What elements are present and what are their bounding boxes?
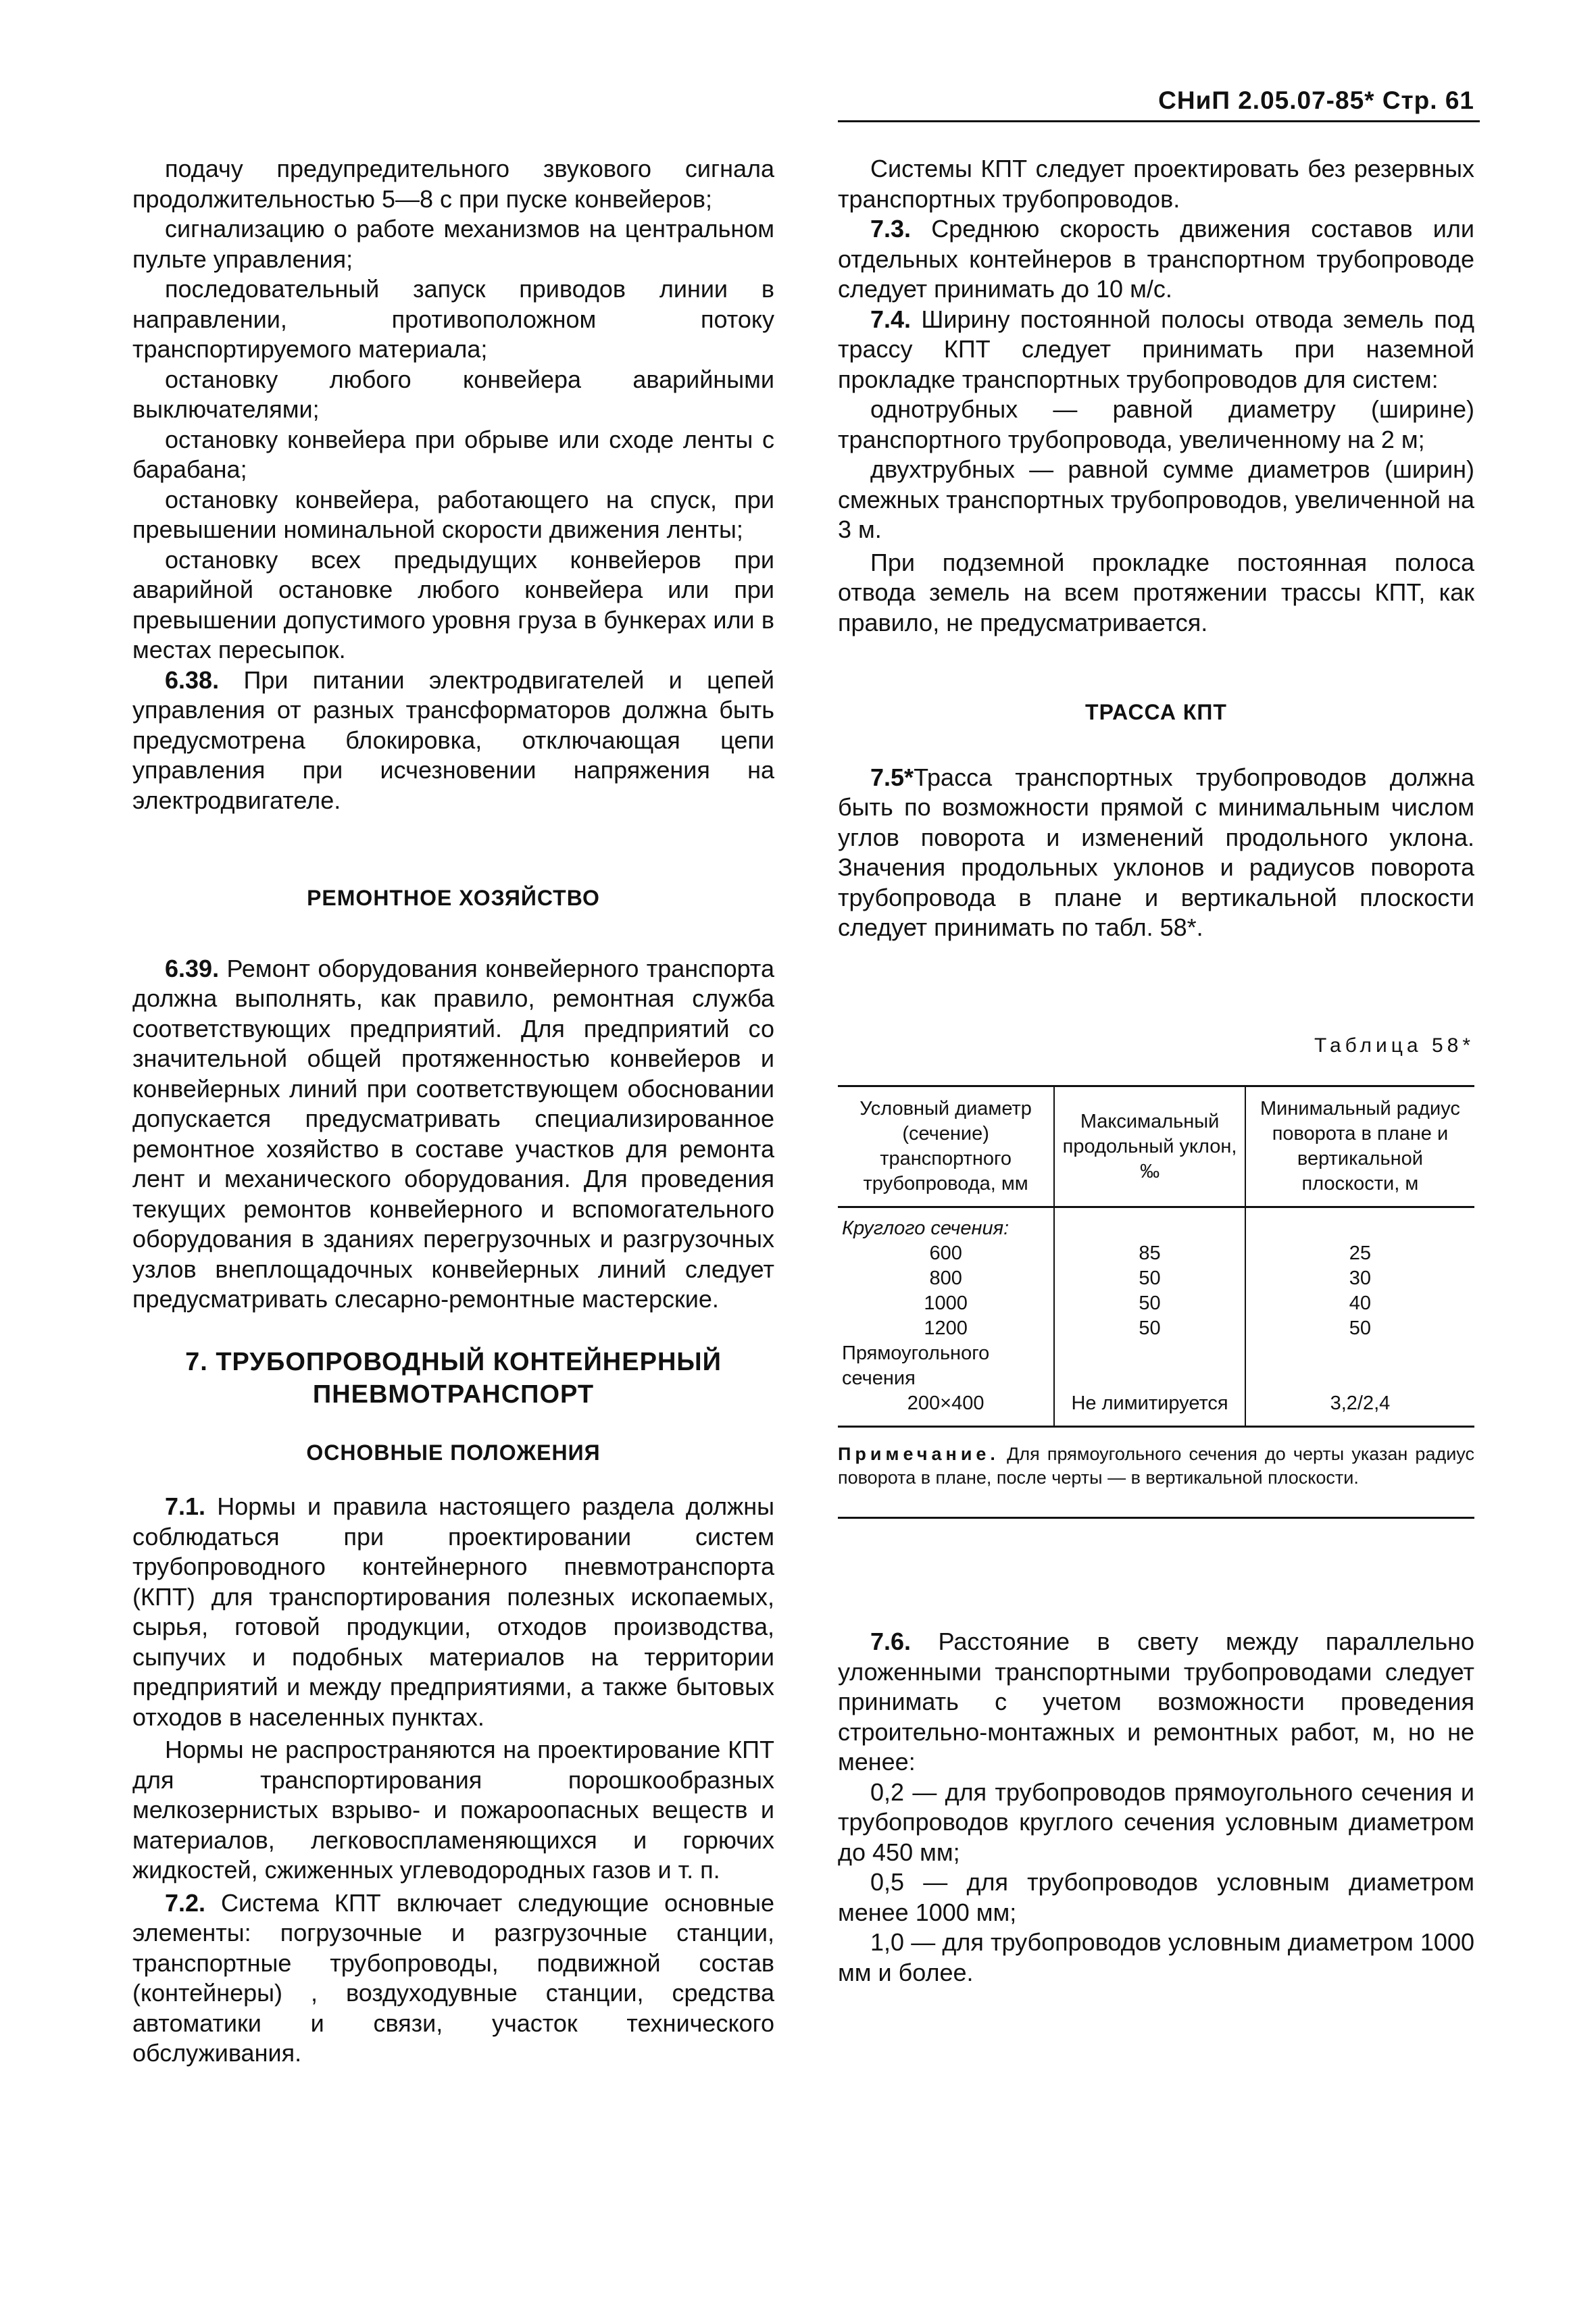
table-group-label: Круглого сечения: [842, 1217, 1009, 1239]
note-rule [838, 1517, 1474, 1519]
paragraph: последовательный запуск приводов линии в направлении, противоположном потоку транспортируемого материала; [132, 275, 774, 363]
clause-text: Ремонт оборудования конвейерного транспорта должна выполнять, как правило, ремонтная служба соответствующих предприятий. Для предприятий со значительной общей протяженностью конвейеров и конвейерных линий при соответствующем обосновании допускается предусматривать специализированное ремонтное хозяйство в составе участков для ремонта лент и механического оборудования. Для проведения текущих ремонтов конвейерного и вспомогательного оборудования в зданиях перегрузочных и разгрузочных узлов внеплощадочных конвейерных линий следует предусматривать слесарно-ремонтные мастерские. [132, 954, 774, 1313]
chapter-heading-line-2: ПНЕВМОТРАНСПОРТ [312, 1380, 595, 1409]
table-header-cell: Максимальный продольный уклон, ‰ [1054, 1086, 1245, 1207]
table-group-row [838, 1341, 1474, 1391]
table-cell: Не лимитируется [1054, 1391, 1245, 1427]
table-cell: 30 [1245, 1266, 1474, 1291]
table-header-cell: Условный диаметр (сечение) транспортного трубопровода, мм [838, 1086, 1054, 1207]
clause-text: Трасса транспортных трубопроводов должна быть по возможности прямой с минимальным числом углов поворота и изменений продольного уклона. Значения продольных уклонов и радиусов поворота трубопровода в плане и вертикальной плоскости следует принимать по табл. 58*. [838, 763, 1474, 941]
clause-text: При питании электродвигателей и цепей управления от разных трансформаторов должна быть предусмотрена блокировка, отключающая цепи управления при исчезновении напряжения на электродвигателе. [132, 665, 774, 814]
table-header-cell: Минимальный радиус поворота в плане и вертикальной плоскости, м [1245, 1086, 1474, 1207]
chapter-heading-line-1: 7. ТРУБОПРОВОДНЫЙ КОНТЕЙНЕРНЫЙ [185, 1347, 722, 1376]
paragraph: остановку конвейера, работающего на спуск, при превышении номинальной скорости движения ленты; [132, 485, 774, 543]
paragraph: Нормы не распространяются на проектирование КПТ для транспортирования порошкообразных мелкозернистых взрыво- и пожароопасных веществ и материалов, легковоспламеняющихся и горючих жидкостей, сжиженных углеводородных газов и т. п. [132, 1736, 774, 1884]
clause-7-3 [838, 214, 1474, 305]
clause-number: 7.4. [870, 305, 912, 333]
left-column [132, 154, 774, 2069]
paragraph: 1,0 — для трубопроводов условным диаметром 1000 мм и более. [838, 1928, 1474, 1986]
clause-number: 7.6. [870, 1628, 912, 1655]
table-caption: Таблица 58* [1314, 1034, 1474, 1057]
clause-6-38 [132, 665, 774, 816]
paragraph: двухтрубных — равной сумме диаметров (ширин) смежных транспортных трубопроводов, увеличенной на 3 м. [838, 455, 1474, 543]
paragraph: При подземной прокладке постоянная полоса отвода земель на всем протяжении трассы КПТ, как правило, не предусматривается. [838, 548, 1474, 636]
paragraph: подачу предупредительного звукового сигнала продолжительностью 5—8 с при пуске конвейеров; [132, 155, 774, 213]
table-cell: 85 [1054, 1241, 1245, 1266]
clause-text: Ширину постоянной полосы отвода земель под трассу КПТ следует принимать при наземной прокладке транспортных трубопроводов для систем: [838, 305, 1474, 393]
clause-number: 7.2. [165, 1888, 206, 1917]
paragraph: остановку всех предыдущих конвейеров при аварийной остановке любого конвейера или при превышении допустимого уровня груза в бункерах или в местах пересыпок. [132, 545, 774, 663]
table-note [838, 1442, 1474, 1490]
table-cell: 1000 [924, 1292, 968, 1314]
table-cell: 50 [1054, 1316, 1245, 1341]
table-row [838, 1291, 1474, 1316]
paragraph: остановку конвейера при обрыве или сходе ленты с барабана; [132, 425, 774, 483]
table-cell: 1200 [924, 1317, 968, 1339]
clause-number: 6.39. [165, 954, 220, 982]
header-rule [838, 120, 1480, 122]
table-cell: 200×400 [838, 1391, 1054, 1427]
paragraph: остановку любого конвейера аварийными выключателями; [132, 365, 774, 423]
section-heading: ОСНОВНЫЕ ПОЛОЖЕНИЯ [306, 1440, 601, 1465]
table-cell: 25 [1245, 1241, 1474, 1266]
clause-7-4 [838, 305, 1474, 395]
table-header-row [838, 1086, 1474, 1207]
clause-6-39 [132, 954, 774, 1315]
table-cell: 3,2/2,4 [1245, 1391, 1474, 1427]
note-label: Примечание. [838, 1444, 999, 1464]
table-row [838, 1316, 1474, 1341]
clause-text: Расстояние в свету между параллельно уложенными транспортными трубопроводами следует принимать с учетом возможности проведения строительно-монтажных и ремонтных работ, м, но не менее: [838, 1628, 1474, 1776]
clause-number: 6.38. [165, 665, 220, 694]
table-cell: 600 [929, 1242, 962, 1264]
paragraph: сигнализацию о работе механизмов на центральном пульте управления; [132, 215, 774, 273]
table-cell: 50 [1054, 1266, 1245, 1291]
clause-number: 7.1. [165, 1492, 206, 1520]
table-group-label: Прямоугольного сечения [842, 1342, 990, 1389]
table-row [838, 1266, 1474, 1291]
right-column [838, 154, 1474, 1988]
section-heading: РЕМОНТНОЕ ХОЗЯЙСТВО [307, 886, 600, 910]
clause-7-2 [132, 1888, 774, 2069]
paragraph: 0,2 — для трубопроводов прямоугольного сечения и трубопроводов круглого сечения условным диаметром до 450 мм; [838, 1778, 1474, 1866]
table-group-row [838, 1207, 1474, 1242]
table-cell: 50 [1054, 1291, 1245, 1316]
section-heading: ТРАССА КПТ [1085, 700, 1227, 724]
table-cell: 50 [1245, 1316, 1474, 1341]
clause-7-5 [838, 763, 1474, 943]
clause-7-6 [838, 1627, 1474, 1778]
paragraph: однотрубных — равной диаметру (ширине) транспортного трубопровода, увеличенному на 2 м; [838, 395, 1474, 453]
table-58 [838, 1085, 1474, 1428]
clause-number: 7.3. [870, 215, 912, 243]
page-header: СНиП 2.05.07-85* Стр. 61 [1158, 86, 1474, 114]
table-cell: 40 [1245, 1291, 1474, 1316]
clause-7-1 [132, 1492, 774, 1732]
clause-text: Нормы и правила настоящего раздела должны соблюдаться при проектировании систем трубопроводного контейнерного пневмотранспорта (КПТ) для транспортирования полезных ископаемых, сырья, готовой продукции, отходов производства, сыпучих и подобных материалов на территории предприятий и между предприятиями, а также бытовых отходов в населенных пунктах. [132, 1492, 774, 1731]
table-row [838, 1241, 1474, 1266]
clause-number: 7.5* [870, 763, 914, 791]
clause-text: Система КПТ включает следующие основные элементы: погрузочные и разгрузочные станции, транспортные трубопроводы, подвижной состав (контейнеры) , воздуходувные станции, средства автоматики и связи, участок технического обслуживания. [132, 1888, 774, 2067]
paragraph: 0,5 — для трубопроводов условным диаметром менее 1000 мм; [838, 1868, 1474, 1926]
paragraph: Системы КПТ следует проектировать без резервных транспортных трубопроводов. [838, 155, 1474, 213]
table-row [838, 1391, 1474, 1427]
clause-text: Среднюю скорость движения составов или отдельных контейнеров в транспортном трубопроводе следует принимать до 10 м/с. [838, 215, 1474, 303]
table-cell: 800 [929, 1267, 962, 1289]
note-text: Для прямоугольного сечения до черты указан радиус поворота в плане, после черты — в вертикальной плоскости. [838, 1444, 1474, 1488]
